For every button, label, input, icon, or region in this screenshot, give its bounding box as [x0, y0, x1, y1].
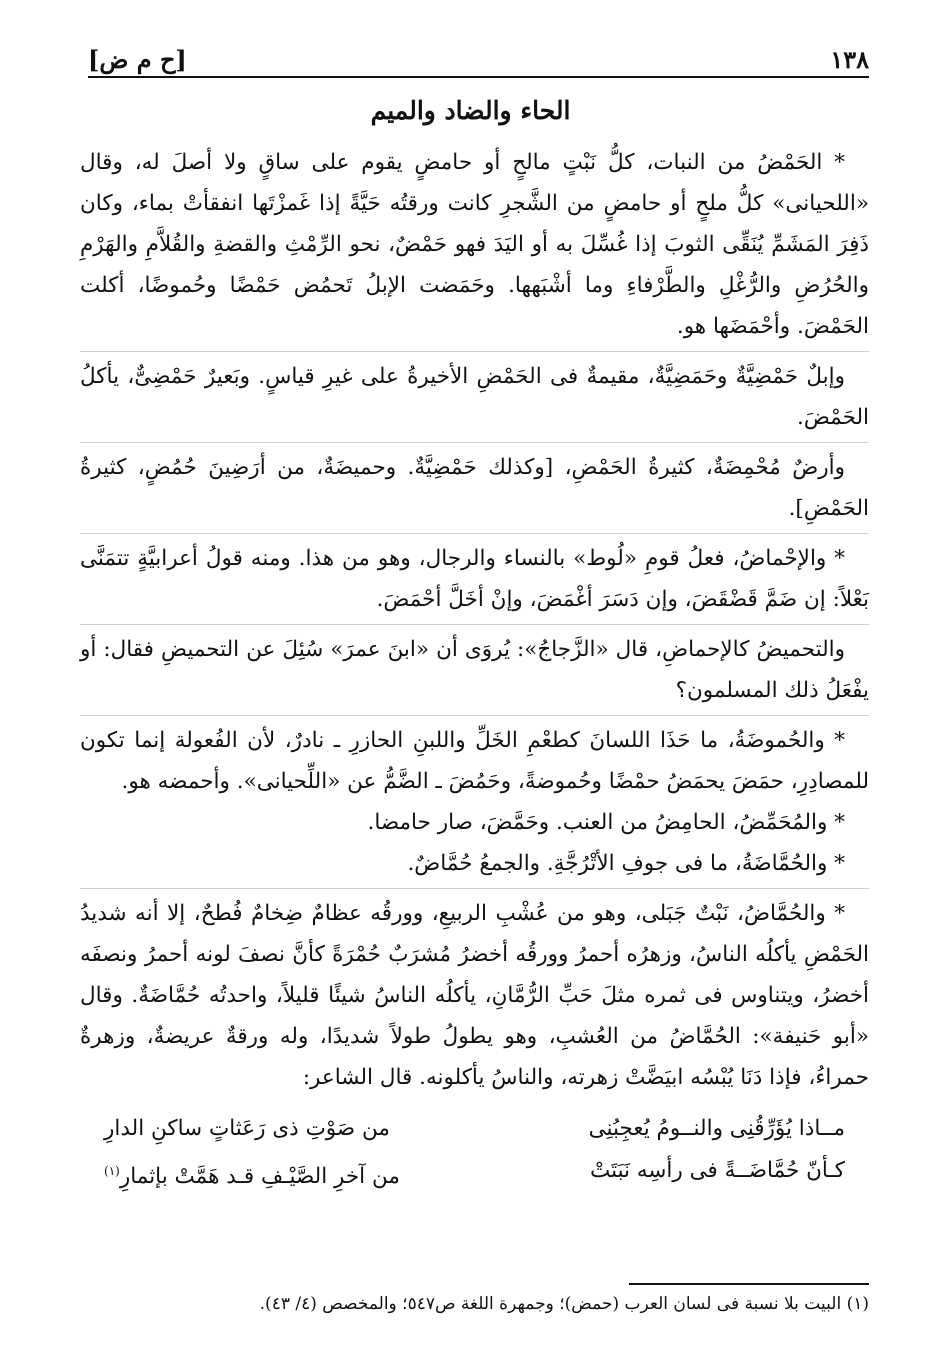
- header-rule: [88, 76, 869, 78]
- verse-second-hemistich: من صَوْتِ ذى رَعَثاتٍ ساكنِ الدارِ: [104, 1116, 390, 1141]
- paragraph: وإبلٌ حَمْضِيَّةٌ وحَمَضِيَّةٌ، مقيمةٌ فى الحَمْضِ الأخيرةُ على غيرِ قياسٍ. وبَعيرٌ حَمْضِىٌّ، يأكلُ الحَمْضَ.: [80, 351, 869, 438]
- running-header: [88, 40, 869, 74]
- paragraph: وأرضٌ مُحْمِضَةٌ، كثيرةُ الحَمْضِ، [وكذلك حَمْضِيَّةٌ. وحميضَةٌ، من أرَضِينَ حُمُضٍ، كثيرةُ الحَمْضِ].: [80, 442, 869, 529]
- paragraph: * والحُموضَةُ، ما حَذَا اللسانَ كطعْمِ الخَلِّ واللبنِ الحازرِ ـ نادرٌ، لأن الفُعولة إنما تكون للمصادِرِ، حمَضَ يحمَضُ حمْضًا وحُموضةً، وحَمُضَ ـ الضَّمُّ عن «اللِّحيانى». وأحمضه هو.: [80, 715, 869, 802]
- footnote-rule: [629, 1283, 869, 1285]
- paragraph: * الحَمْضُ من النبات، كلُّ نَبْتٍ مالحٍ أو حامضٍ يقوم على ساقٍ ولا أصلَ له، وقال «اللحيانى» كلُّ ملحٍ أو حامضٍ من الشَّجرِ كانت ورقتُه حَيَّةً إذا غَمزْتَها انفقأتْ بماء، وكان ذَفِرَ المَشَمِّ يُنَقِّى الثوبَ إذا غُسِّلَ به أو اليَدَ فهو حَمْضٌ، نحو الرِّمْثِ والقضةِ والقُلاَّمِ والهَرْمِ والحُرُضِ والرُّغْلِ والطَّرْفاءِ وما أشْبَهها. وحَمَضت الإبلُ تَحمُض حَمْضًا وحُموضًا، أكلت الحَمْضَ. وأحْمَضَها هو.: [80, 150, 869, 339]
- verse-second-hemistich: [104, 1150, 460, 1192]
- verse: [104, 1108, 845, 1150]
- section-title: الحاء والضاد والميم: [370, 96, 571, 125]
- footnote: (١) البيت بلا نسبة فى لسان العرب (حمض)؛ وجمهرة اللغة ص٥٤٧؛ والمخصص (٤/ ٤٣).: [259, 1294, 869, 1314]
- paragraph-short: * والمُحَمِّضُ، الحامِضُ من العنب. وحَمَّضَ، صار حامضا.: [367, 810, 845, 835]
- paragraph: والتحميضُ كالإحماضِ، قال «الزَّجاجُ»: يُروَى أن «ابنَ عمرَ» سُئِلَ عن التحميضِ فقال: أو يفْعَلُ ذلك المسلمون؟: [80, 624, 869, 711]
- paragraph: * والإحْماضُ، فعلُ قومِ «لُوط» بالنساء والرجال، وهو من هذا. ومنه قولُ أعرابيَّةٍ تتمَنَّى بَعْلاً: إن ضَمَّ قَضْقَضَ، وإن دَسَرَ أغْمَضَ، وإنْ أخَلَّ أحْمَضَ.: [80, 533, 869, 620]
- body-text: [80, 142, 869, 1192]
- page-number: ١٣٨: [830, 45, 869, 74]
- poem: [80, 1108, 869, 1192]
- verse-first-hemistich: مــاذا يُؤَرِّقُنِى والنــومُ يُعجِبُنِى: [588, 1116, 845, 1141]
- verse: [104, 1150, 845, 1192]
- paragraph: * والحُمَّاضُ، نَبْتٌ جَبَلى، وهو من عُشْبِ الربيعِ، وورقُه عظامٌ ضِخامٌ فُطحٌ، إلا أنه شديدُ الحَمْضِ يأكلُه الناسُ، وزهرُه أحمرُ وورقُه أخضرُ مُشرَبٌ حُمْرَةً كأنَّ نصفَ لونه أحمرُ ونصفَه أخضرُ، ويتناوس فى ثمره مثلَ حَبِّ الرُّمَّانِ، يأكلُه الناسُ شيئًا قليلاً، واحدتُه حُمَّاضَةٌ. وقال «أبو حَنيفة»: الحُمَّاضُ من العُشبِ، وهو يطولُ طولاً شديدًا، وله ورقةٌ عريضةٌ، وزهرةٌ حمراءُ، فإذا دَنَا يُبْسُه ابيَضَّتْ زهرته، والناسُ يأكلونه. قال الشاعر:: [80, 888, 869, 1098]
- root-label: [ح م ض]: [88, 45, 187, 74]
- verse-first-hemistich: كـأنّ حُمَّاضَــةً فى رأسِه نَبَتَتْ: [589, 1158, 845, 1183]
- footnote-marker: (١): [104, 1164, 120, 1178]
- verse-text: من آخرِ الصَّيْـفِ قـد هَمَّتْ بإثمارِ: [119, 1164, 400, 1190]
- paragraph-short: * والحُمَّاضَةُ، ما فى جوفِ الأتْرُجَّةِ. والجمعُ حُمَّاضٌ.: [407, 851, 845, 876]
